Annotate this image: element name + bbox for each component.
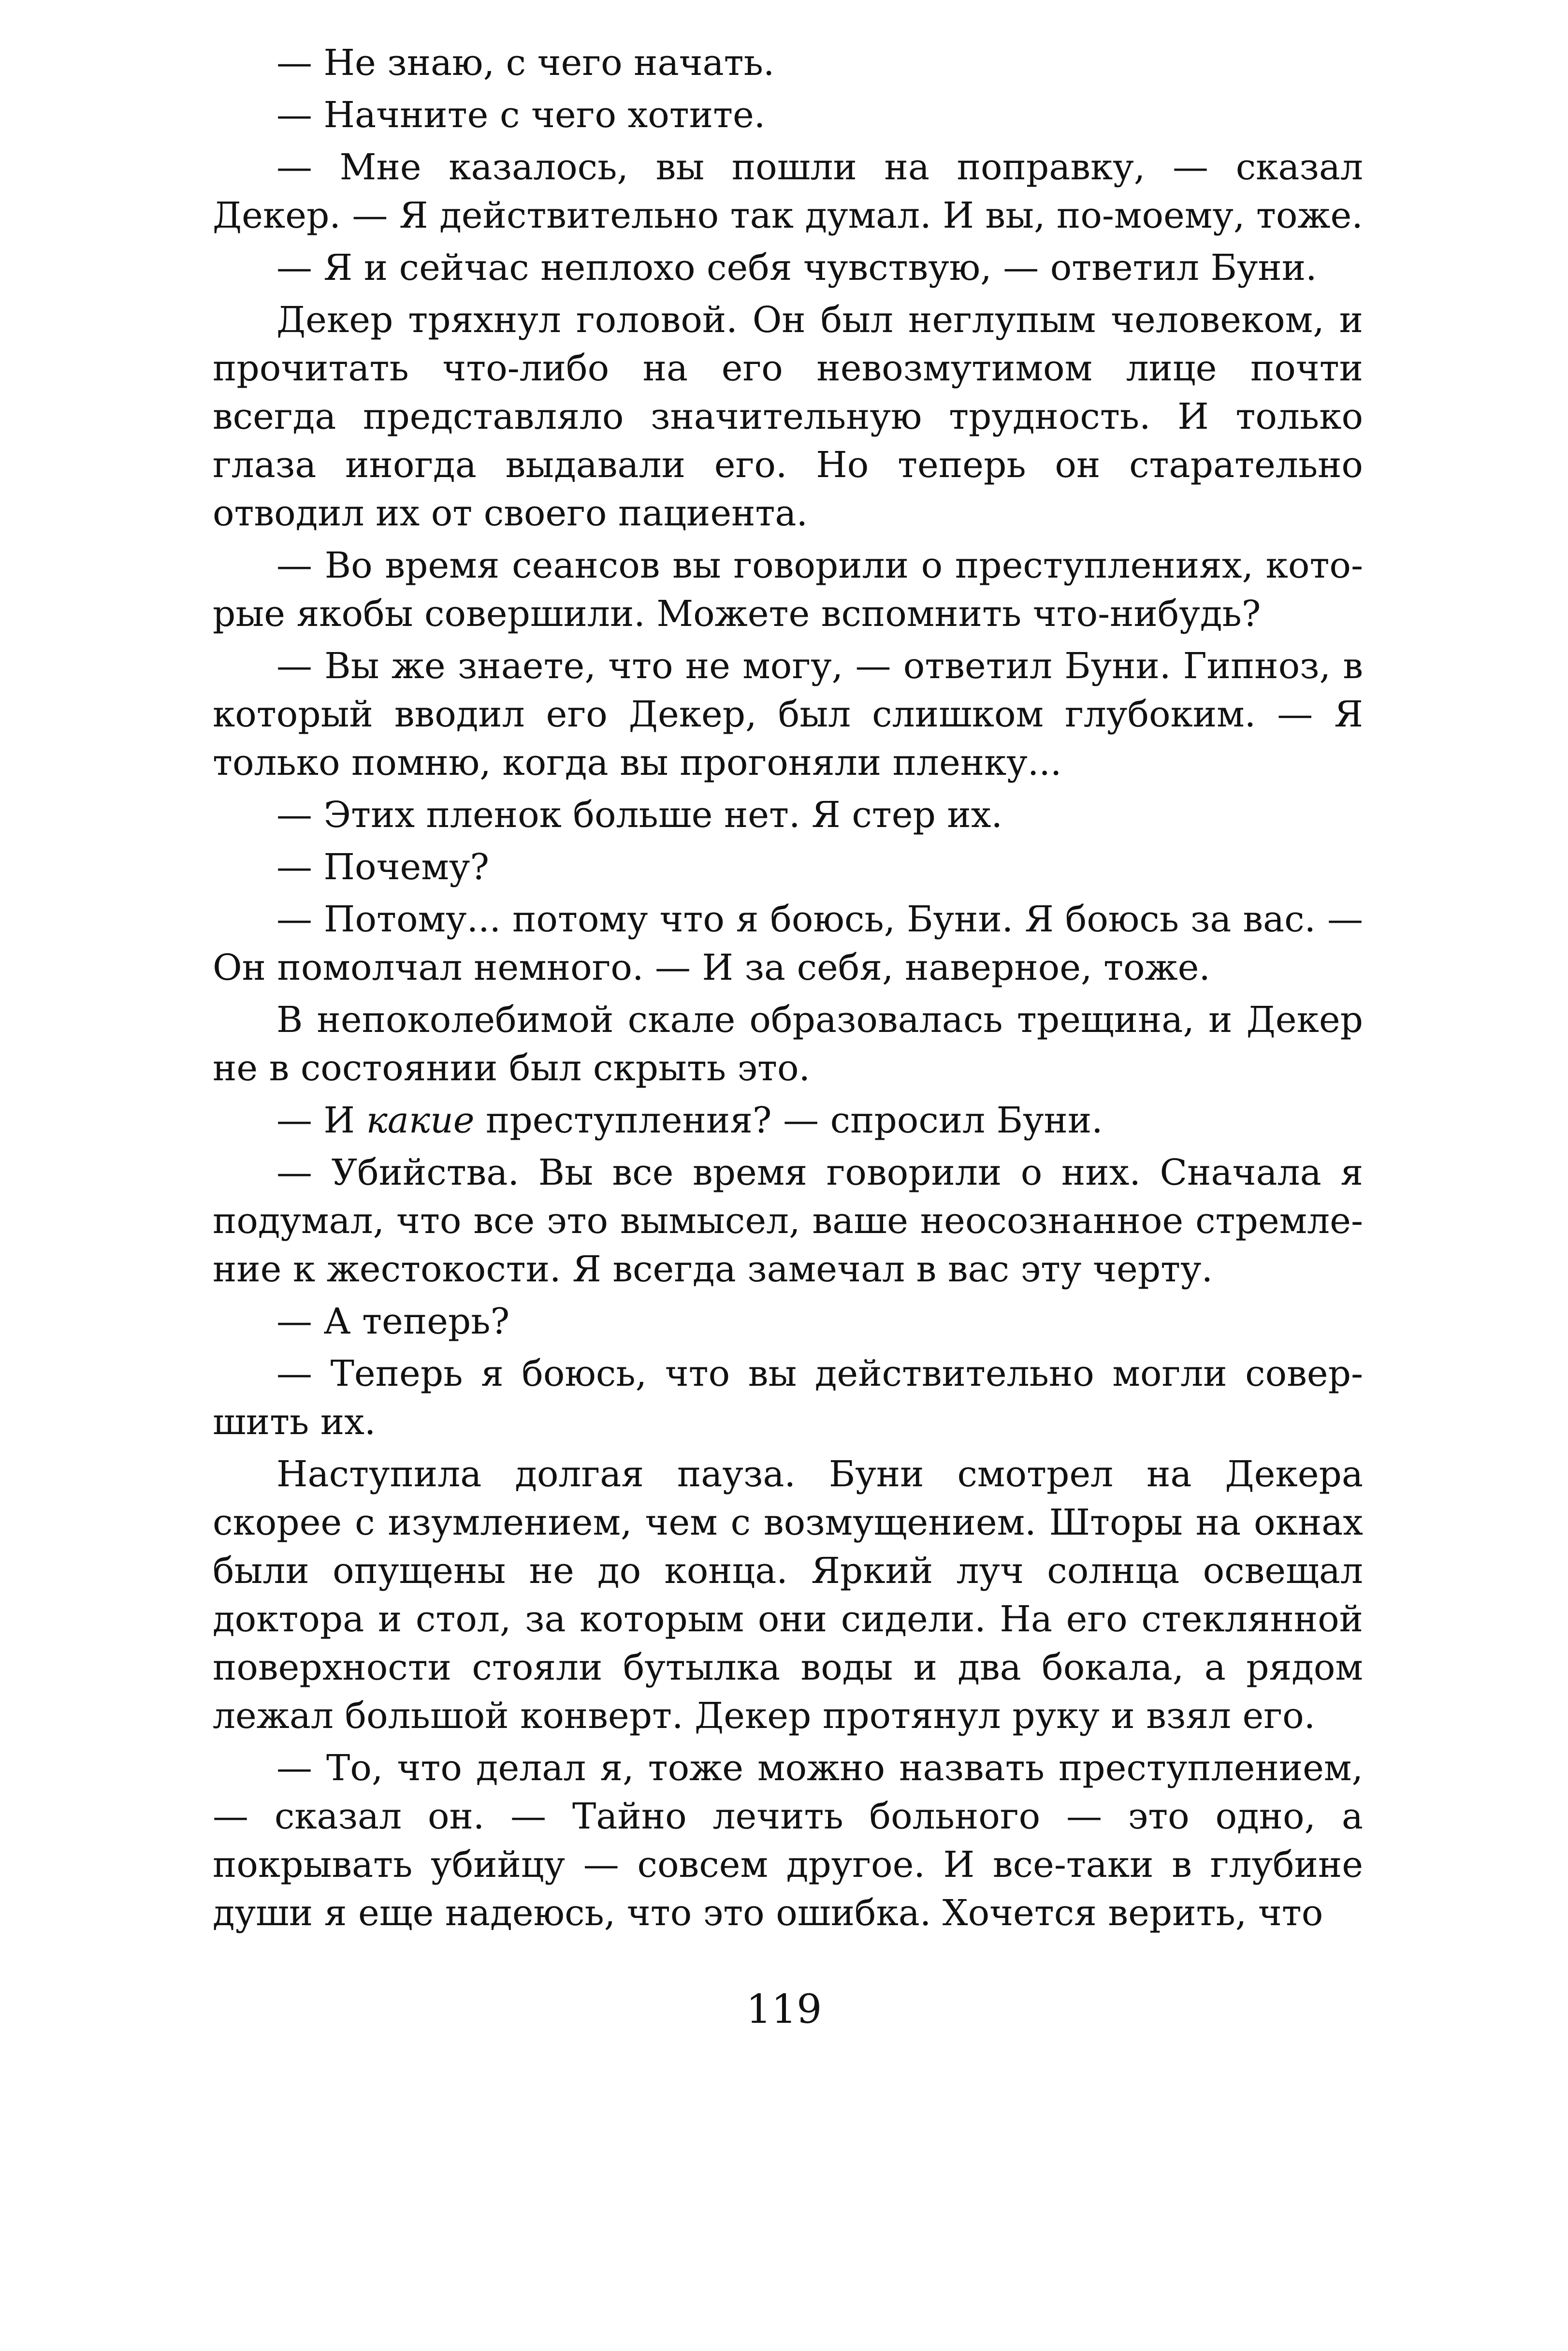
- paragraph-12: [213, 1096, 1363, 1145]
- paragraph-12-end: преступления? — спросил Буни.: [474, 1100, 1103, 1141]
- paragraph-10: — Потому... потому что я боюсь, Буни. Я боюсь за вас. — Он помолчал немного. — И за себя, наверное, тоже.: [213, 899, 1363, 988]
- body-text: [213, 39, 1363, 1937]
- paragraph-15: — Теперь я боюсь, что вы действительно могли совершить их.: [213, 1353, 1363, 1443]
- paragraph-7: — Вы же знаете, что не могу, — ответил Буни. Гипноз, в который вводил его Декер, был слишком глубоким. — Я только помню, когда вы прогоняли пленку...: [213, 645, 1363, 784]
- paragraph-6: — Во время сеансов вы говорили о преступлениях, которые якобы совершили. Можете вспомнить что-нибудь?: [213, 545, 1363, 635]
- paragraph-1: — Не знаю, с чего начать.: [276, 42, 775, 84]
- paragraph-8: — Этих пленок больше нет. Я стер их.: [276, 794, 1002, 836]
- paragraph-2: — Начните с чего хотите.: [276, 94, 766, 136]
- paragraph-9: — Почему?: [276, 846, 490, 888]
- paragraph-5: Декер тряхнул головой. Он был неглупым человеком, и прочитать что-либо на его невозмутимом лице почти всегда представляло значительную трудность. И только глаза иногда выдавали его. Но теперь он старательно отводил их от своего пациента.: [213, 299, 1363, 534]
- paragraph-16: Наступила долгая пауза. Буни смотрел на Декера скорее с изумлением, чем с возмущением. Шторы на окнах были опущены не до конца. Яркий луч солнца освещал доктора и стол, за которым они сидели. На его стеклянной поверхности стояли бутылка воды и два бокала, а рядом лежал большой конверт. Декер протянул руку и взял его.: [213, 1453, 1363, 1737]
- page-number: 119: [746, 1987, 822, 2032]
- paragraph-11: В непоколебимой скале образовалась трещина, и Декер не в состоянии был скрыть это.: [213, 999, 1363, 1089]
- paragraph-14: — А теперь?: [276, 1301, 510, 1342]
- paragraph-17: — То, что делал я, тоже можно назвать преступлением, — сказал он. — Тайно лечить больного — это одно, а покрывать убийцу — совсем другое. И все-таки в глубине души я еще надеюсь, что это ошибка. Хочется верить, что: [213, 1747, 1363, 1934]
- paragraph-13: — Убийства. Вы все время говорили о них. Сначала я подумал, что все это вымысел, ваше неосознанное стремление к жестокости. Я всегда замечал в вас эту черту.: [213, 1152, 1363, 1290]
- paragraph-4: — Я и сейчас неплохо себя чувствую, — ответил Буни.: [276, 247, 1317, 289]
- emphasis-word: какие: [366, 1100, 475, 1141]
- paragraph-3: — Мне казалось, вы пошли на поправку, — сказал Декер. — Я действительно так думал. И вы, по-моему, тоже.: [213, 146, 1363, 236]
- book-page: [213, 39, 1363, 1941]
- paragraph-12-start: — И: [276, 1100, 366, 1141]
